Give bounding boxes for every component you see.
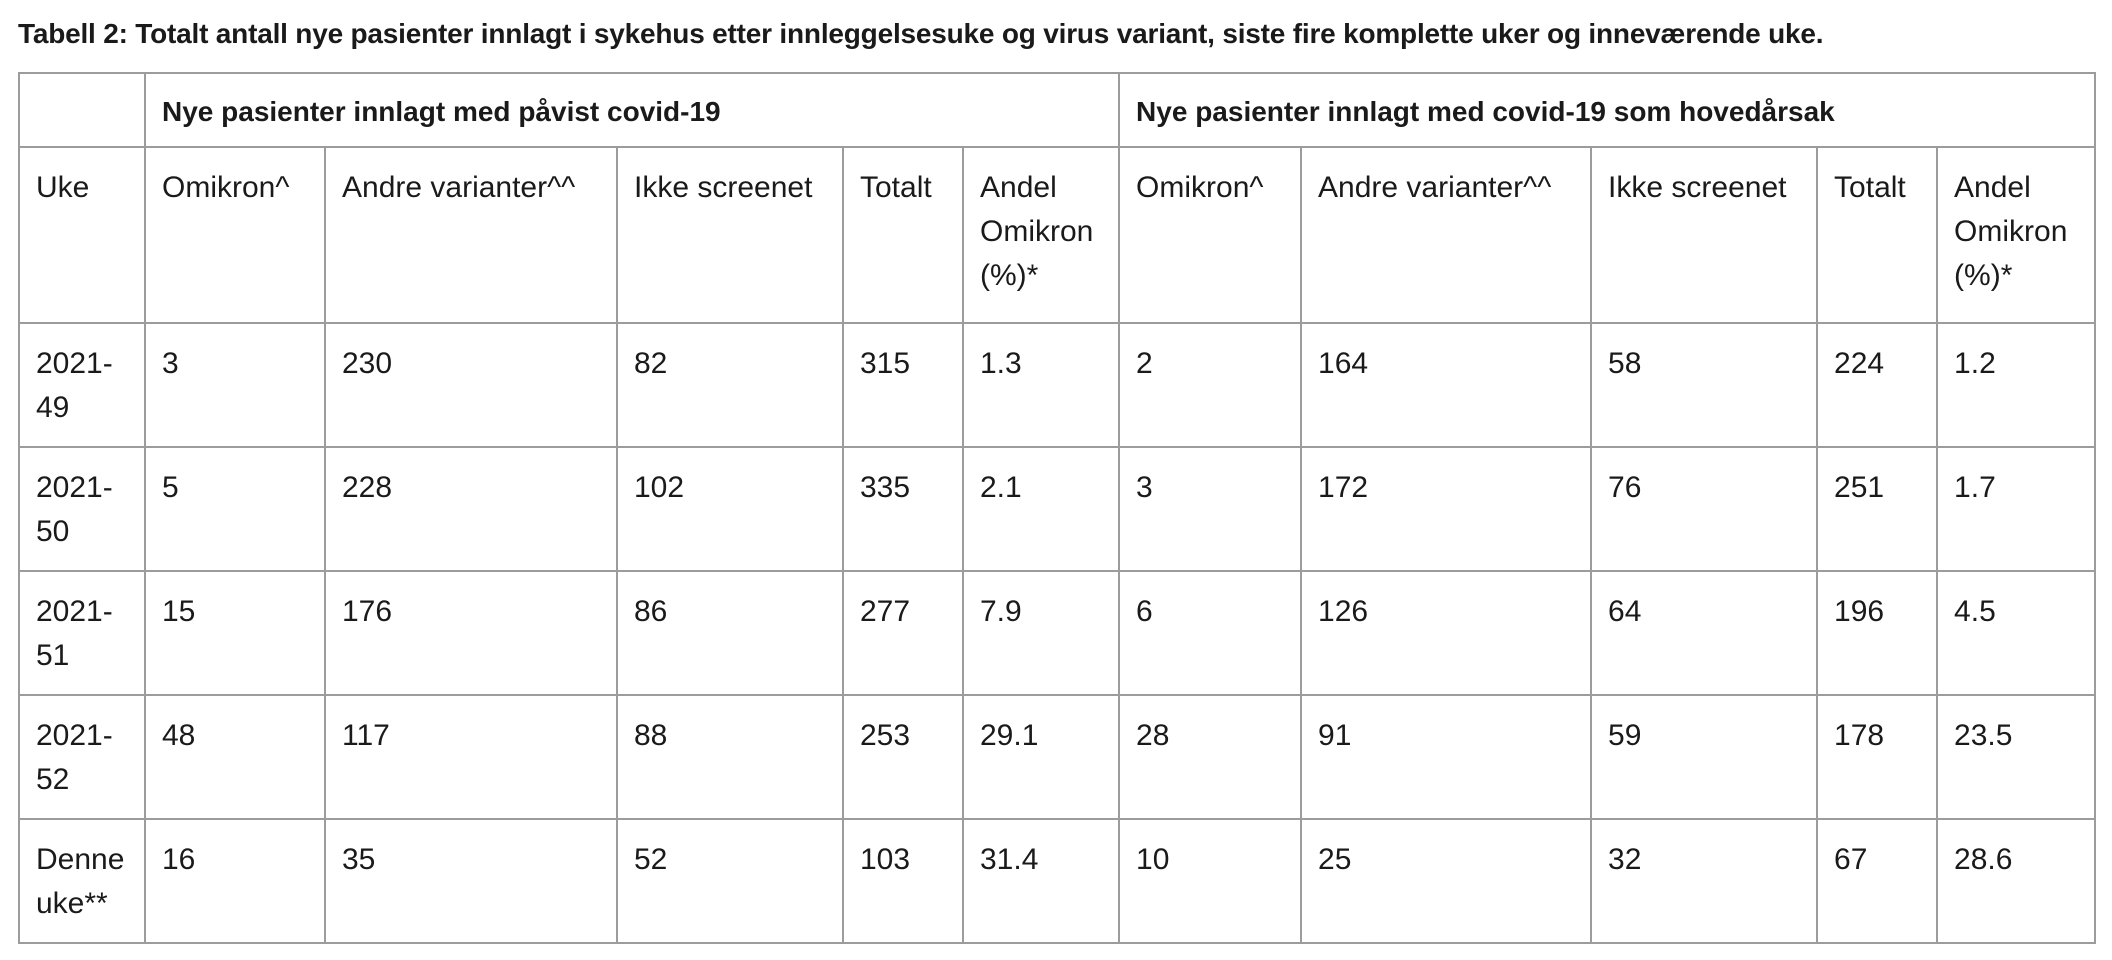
table-cell: 6 (1119, 571, 1301, 695)
table-cell: 2021-50 (19, 447, 145, 571)
table-cell: 1.3 (963, 323, 1119, 447)
table-cell: 64 (1591, 571, 1817, 695)
table-cell: 2 (1119, 323, 1301, 447)
table-cell: 335 (843, 447, 963, 571)
table-cell: 31.4 (963, 819, 1119, 943)
table-cell: 25 (1301, 819, 1591, 943)
table-cell: 5 (145, 447, 325, 571)
table-row (19, 447, 2095, 571)
table-cell: 230 (325, 323, 617, 447)
table-cell: 28.6 (1937, 819, 2095, 943)
table-cell: 1.7 (1937, 447, 2095, 571)
column-header: Ikke screenet (1591, 147, 1817, 323)
table-cell: 48 (145, 695, 325, 819)
table-cell: 35 (325, 819, 617, 943)
column-header: Omikron^ (1119, 147, 1301, 323)
column-header: Ikke screenet (617, 147, 843, 323)
table-cell: 2021-51 (19, 571, 145, 695)
table-cell: 91 (1301, 695, 1591, 819)
group-header-confirmed-covid: Nye pasienter innlagt med påvist covid-19 (145, 73, 1119, 147)
table-cell: 58 (1591, 323, 1817, 447)
table-row (19, 695, 2095, 819)
table-cell: 2.1 (963, 447, 1119, 571)
empty-corner-cell (19, 73, 145, 147)
table-cell: 3 (145, 323, 325, 447)
table-cell: 253 (843, 695, 963, 819)
column-header: Totalt (843, 147, 963, 323)
group-header-row (19, 73, 2095, 147)
table-cell: 196 (1817, 571, 1937, 695)
column-header: Andel Omikron (%)* (963, 147, 1119, 323)
table-row (19, 323, 2095, 447)
table-cell: 126 (1301, 571, 1591, 695)
table-cell: 224 (1817, 323, 1937, 447)
table-cell: 7.9 (963, 571, 1119, 695)
table-cell: 2021-52 (19, 695, 145, 819)
column-header: Uke (19, 147, 145, 323)
column-header: Omikron^ (145, 147, 325, 323)
table-cell: 29.1 (963, 695, 1119, 819)
table-row (19, 571, 2095, 695)
table-cell: 10 (1119, 819, 1301, 943)
table-cell: 15 (145, 571, 325, 695)
table-cell: 4.5 (1937, 571, 2095, 695)
table-cell: 178 (1817, 695, 1937, 819)
table-cell: 228 (325, 447, 617, 571)
table-cell: 117 (325, 695, 617, 819)
table-cell: 67 (1817, 819, 1937, 943)
table-cell: 28 (1119, 695, 1301, 819)
column-header: Andel Omikron (%)* (1937, 147, 2095, 323)
table-cell: 176 (325, 571, 617, 695)
hospital-admissions-table (18, 72, 2096, 944)
table-cell: 102 (617, 447, 843, 571)
column-header: Totalt (1817, 147, 1937, 323)
table-cell: 32 (1591, 819, 1817, 943)
table-cell: 76 (1591, 447, 1817, 571)
table-cell: 277 (843, 571, 963, 695)
column-header: Andre varianter^^ (1301, 147, 1591, 323)
column-header-row (19, 147, 2095, 323)
table-body (19, 73, 2095, 943)
table-caption: Tabell 2: Totalt antall nye pasienter innlagt i sykehus etter innleggelsesuke og virus variant, siste fire komplette uker og inneværende uke. (18, 18, 1824, 49)
table-cell: 315 (843, 323, 963, 447)
table-cell: 103 (843, 819, 963, 943)
table-cell: 59 (1591, 695, 1817, 819)
table-cell: 16 (145, 819, 325, 943)
table-cell: 86 (617, 571, 843, 695)
column-header: Andre varianter^^ (325, 147, 617, 323)
table-cell: 164 (1301, 323, 1591, 447)
table-cell: 2021-49 (19, 323, 145, 447)
table-cell: 1.2 (1937, 323, 2095, 447)
table-row (19, 819, 2095, 943)
table-cell: 52 (617, 819, 843, 943)
table-cell: 88 (617, 695, 843, 819)
table-cell: Denne uke** (19, 819, 145, 943)
table-cell: 23.5 (1937, 695, 2095, 819)
group-header-covid-main-cause: Nye pasienter innlagt med covid-19 som hovedårsak (1119, 73, 2095, 147)
table-cell: 82 (617, 323, 843, 447)
table-cell: 251 (1817, 447, 1937, 571)
table-cell: 172 (1301, 447, 1591, 571)
table-cell: 3 (1119, 447, 1301, 571)
